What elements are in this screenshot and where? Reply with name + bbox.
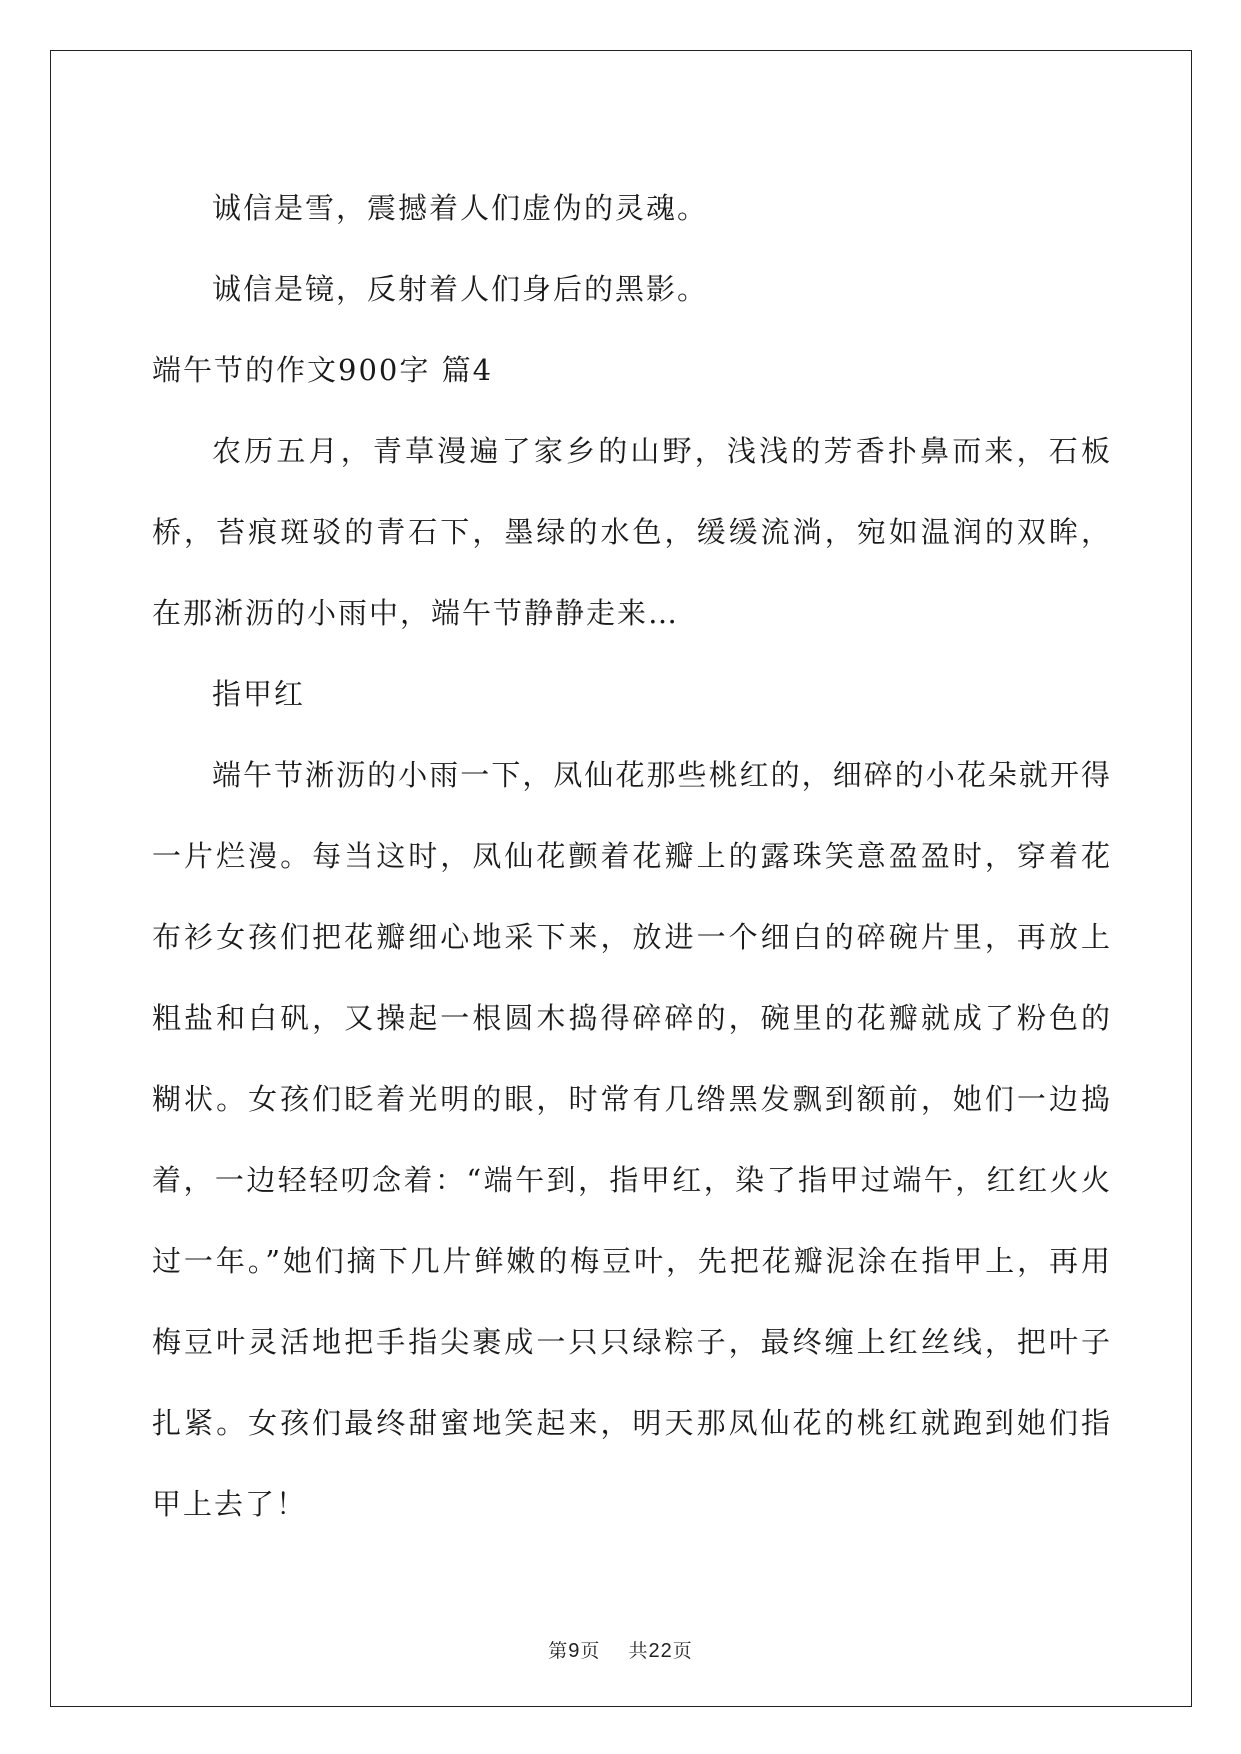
document-body — [152, 168, 1112, 1545]
footer-page-number: 9 — [568, 1640, 581, 1662]
footer-total-suffix: 页 — [672, 1640, 693, 1662]
paragraph-2: 诚信是镜，反射着人们身后的黑影。 — [212, 272, 709, 306]
paragraph-6: 端午节淅沥的小雨一下，凤仙花那些桃红的，细碎的小花朵就开得一片烂漫。每当这时，凤仙花颤着花瓣上的露珠笑意盈盈时，穿着花布衫女孩们把花瓣细心地采下来，放进一个细白的碎碗片里，再放上粗盐和白矾，又操起一根圆木捣得碎碎的，碗里的花瓣就成了粉色的糊状。女孩们眨着光明的眼，时常有几绺黑发飘到额前，她们一边捣着，一边轻轻叨念着：“端午到，指甲红，染了指甲过端午，红红火火过一年。”她们摘下几片鲜嫩的梅豆叶，先把花瓣泥涂在指甲上，再用梅豆叶灵活地把手指尖裹成一只只绿粽子，最终缠上红丝线，把叶子扎紧。女孩们最终甜蜜地笑起来，明天那凤仙花的桃红就跑到她们指甲上去了！ — [152, 758, 1112, 1521]
footer-page-suffix: 页 — [580, 1640, 601, 1662]
footer-total-pages: 22 — [648, 1640, 673, 1662]
paragraph-4: 农历五月，青草漫遍了家乡的山野，浅浅的芳香扑鼻而来，石板桥，苔痕斑驳的青石下，墨绿的水色，缓缓流淌，宛如温润的双眸，在那淅沥的小雨中，端午节静静走来… — [152, 434, 1112, 630]
section-heading: 端午节的作文900字 篇4 — [152, 353, 494, 387]
paragraph-1: 诚信是雪，震撼着人们虚伪的灵魂。 — [212, 191, 709, 225]
footer-total-prefix: 共 — [628, 1640, 649, 1662]
paragraph-5: 指甲红 — [212, 677, 306, 711]
page-footer — [0, 1636, 1241, 1663]
footer-prefix: 第 — [548, 1640, 569, 1662]
